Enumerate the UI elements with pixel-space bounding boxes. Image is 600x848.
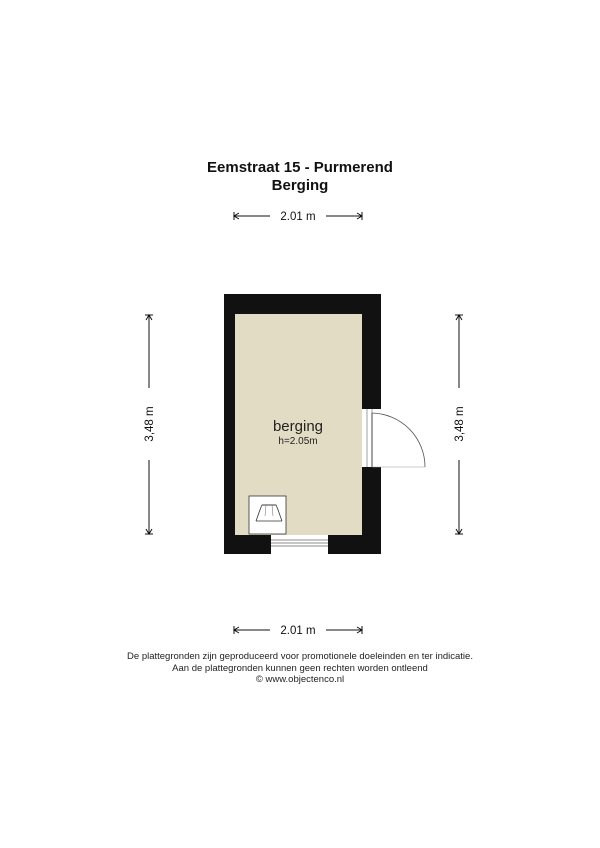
sink-icon bbox=[249, 496, 286, 534]
address-title: Eemstraat 15 - Purmerend bbox=[207, 159, 393, 176]
room-name: berging bbox=[272, 418, 324, 435]
wall-bottom-left bbox=[224, 535, 271, 554]
disclaimer-line: Aan de plattegronden kunnen geen rechten worden ontleend bbox=[172, 662, 428, 674]
dimension-right-label: 3,48 m bbox=[454, 406, 466, 442]
dimension-left-label: 3,48 m bbox=[144, 406, 156, 442]
disclaimer-line: De plattegronden zijn geproduceerd voor promotionele doeleinden en ter indicatie. bbox=[127, 651, 473, 662]
dimension-top-label: 2.01 m bbox=[280, 211, 316, 223]
door bbox=[362, 409, 425, 467]
floor-title: Berging bbox=[271, 177, 329, 194]
dimension-bottom bbox=[234, 625, 362, 637]
wall-top bbox=[224, 294, 381, 314]
wall-left bbox=[224, 294, 235, 554]
copyright-line: © www.objectenco.nl bbox=[255, 674, 345, 685]
disclaimer bbox=[0, 651, 600, 686]
dimension-left bbox=[144, 315, 156, 534]
dimension-top bbox=[234, 211, 362, 223]
dimension-bottom-label: 2.01 m bbox=[280, 625, 316, 637]
wall-right-upper bbox=[362, 294, 381, 409]
wall-bottom-right bbox=[328, 535, 381, 554]
window bbox=[271, 535, 328, 554]
window-opening bbox=[271, 535, 328, 554]
dimension-right bbox=[454, 315, 466, 534]
room-height: h=2.05m bbox=[278, 436, 318, 447]
